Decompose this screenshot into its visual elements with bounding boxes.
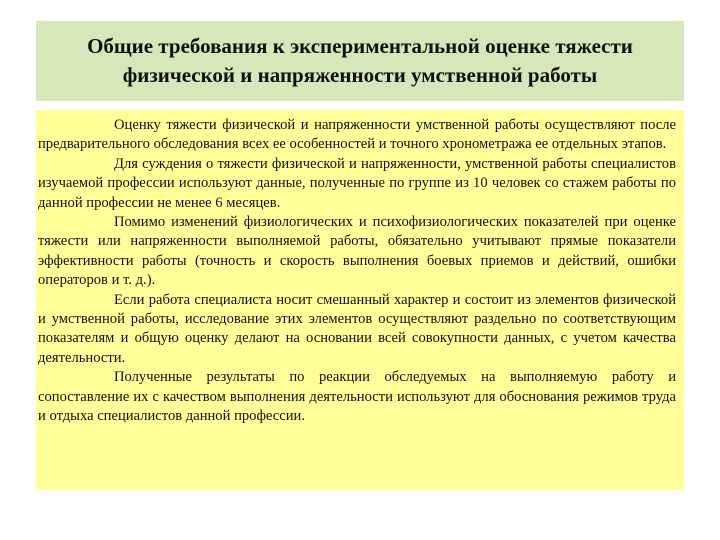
paragraph-5: Полученные результаты по реакции обследуемых на выполняемую работу и сопоставление их с качеством выполнения деятельности используют для обоснования режимов труда и отдыха специалистов данной профессии.: [38, 369, 676, 425]
paragraph-4: Если работа специалиста носит смешанный характер и состоит из элементов физической и умственной работы, исследование этих элементов осуществляют раздельно по соответствующим показателям и общую оценку делают на основании всей совокупности данных, с учетом качества деятельности.: [38, 291, 676, 366]
slide-title: Общие требования к экспериментальной оценке тяжести физической и напряженности умственной работы: [87, 34, 633, 87]
slide-body: [36, 110, 684, 490]
paragraph-3: Помимо изменений физиологических и психофизиологических показателей при оценке тяжести или напряженности выполняемой работы, обязательно учитывают прямые показатели эффективности работы (точность и скорость выполнения боевых приемов и действий, ошибки операторов и т. д.).: [38, 214, 676, 289]
paragraph-1: Оценку тяжести физической и напряженности умственной работы осуществляют после предварительного обследования всех ее особенностей и точного хронометража ее отдельных этапов.: [38, 117, 676, 153]
paragraph-2: Для суждения о тяжести физической и напряженности, умственной работы специалистов изучаемой профессии используют данные, полученные по группе из 10 человек со стажем работы по данной профессии не менее 6 месяцев.: [38, 155, 676, 211]
slide-title-box: [36, 21, 684, 101]
